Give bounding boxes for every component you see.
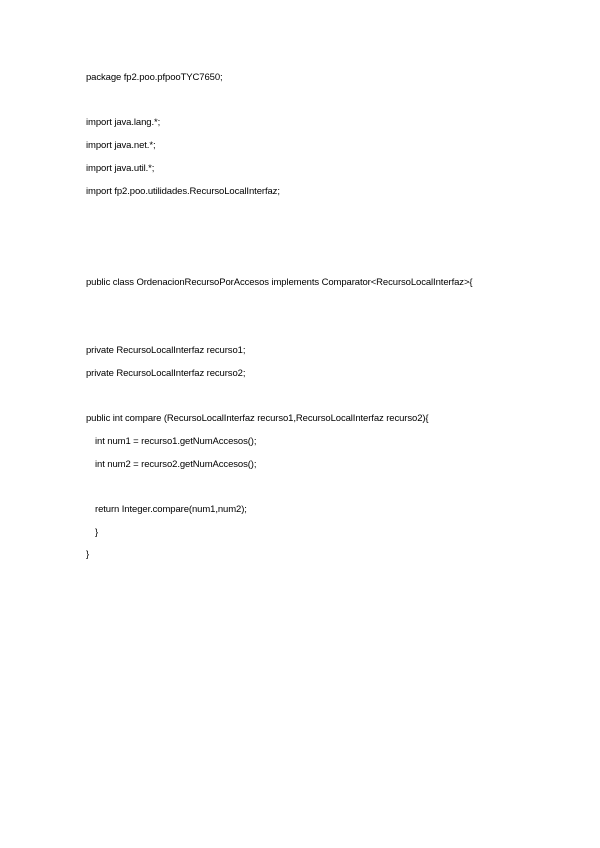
class-closing-brace: } bbox=[86, 549, 90, 560]
import-statement: import fp2.poo.utilidades.RecursoLocalInterfaz; bbox=[86, 186, 280, 197]
method-body-line: int num1 = recurso1.getNumAccesos(); bbox=[95, 436, 257, 447]
import-statement: import java.util.*; bbox=[86, 163, 155, 174]
method-closing-brace: } bbox=[95, 527, 99, 538]
field-declaration: private RecursoLocalInterfaz recurso2; bbox=[86, 368, 246, 379]
method-body-line: int num2 = recurso2.getNumAccesos(); bbox=[95, 459, 257, 470]
package-declaration: package fp2.poo.pfpooTYC7650; bbox=[86, 72, 223, 83]
field-declaration: private RecursoLocalInterfaz recurso1; bbox=[86, 345, 246, 356]
return-statement: return Integer.compare(num1,num2); bbox=[95, 504, 247, 515]
method-signature: public int compare (RecursoLocalInterfaz recurso1,RecursoLocalInterfaz recurso2){ bbox=[86, 413, 429, 424]
import-statement: import java.lang.*; bbox=[86, 117, 161, 128]
import-statement: import java.net.*; bbox=[86, 140, 156, 151]
class-declaration: public class OrdenacionRecursoPorAccesos implements Comparator<RecursoLocalInterfaz>{ bbox=[86, 277, 473, 288]
